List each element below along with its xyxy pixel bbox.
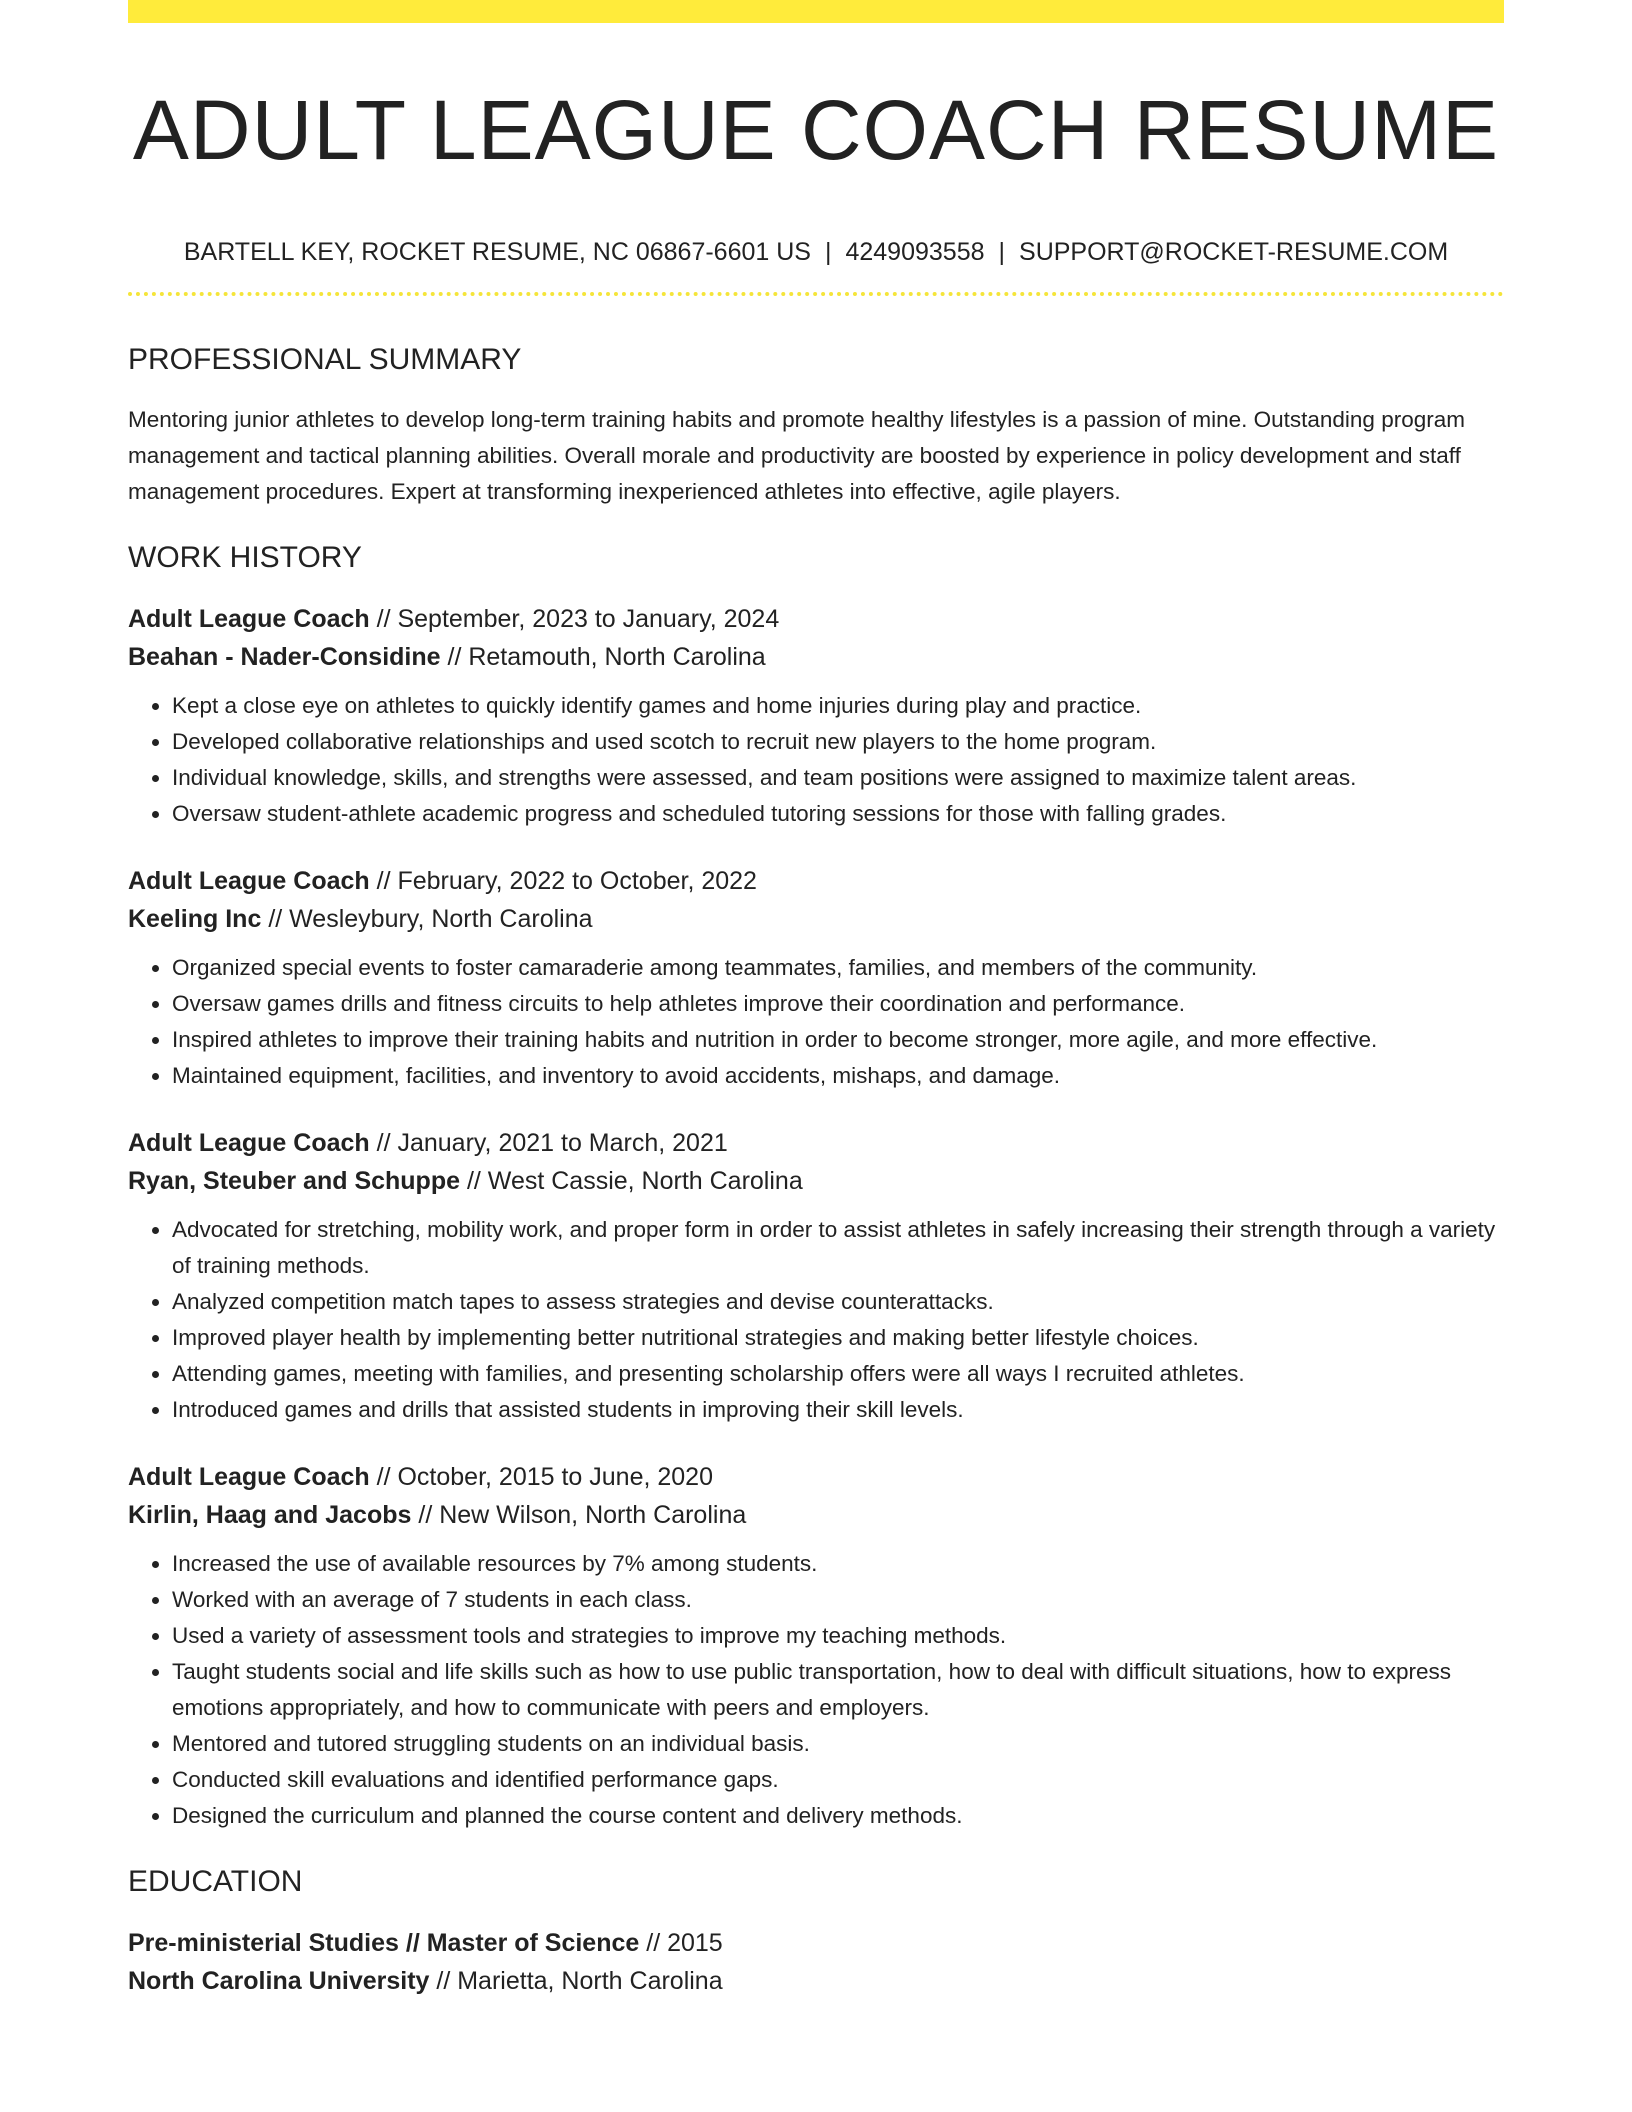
job-bullet: • Introduced games and drills that assisted students in improving their skill levels. [172, 1392, 1504, 1428]
job-bullet: • Mentored and tutored struggling students on an individual basis. [172, 1726, 1504, 1762]
work-history-heading: WORK HISTORY [128, 541, 362, 574]
job-title-line [128, 862, 1504, 900]
job-bullet: • Maintained equipment, facilities, and inventory to avoid accidents, mishaps, and damage. [172, 1058, 1504, 1094]
job-company: Beahan - Nader-Considine [128, 643, 441, 671]
job-entry [128, 1458, 1504, 1834]
job-title-line [128, 1458, 1504, 1496]
job-dates: // February, 2022 to October, 2022 [369, 867, 757, 895]
job-bullet: • Inspired athletes to improve their training habits and nutrition in order to become stronger, more agile, and more effective. [172, 1022, 1504, 1058]
job-bullet: • Oversaw games drills and fitness circuits to help athletes improve their coordination and performance. [172, 986, 1504, 1022]
job-bullet: • Conducted skill evaluations and identified performance gaps. [172, 1762, 1504, 1798]
education-school-line [128, 1962, 1504, 2000]
education-entry [128, 1924, 1504, 2000]
job-bullet: • Improved player health by implementing better nutritional strategies and making better lifestyle choices. [172, 1320, 1504, 1356]
job-company-line [128, 1162, 1504, 1200]
resume-title: ADULT LEAGUE COACH RESUME [132, 83, 1500, 177]
job-bullet: • Taught students social and life skills such as how to use public transportation, how to deal with difficult situations, how to express emotions appropriately, and how to communicate with peers and employers. [172, 1654, 1504, 1726]
contact-line [128, 237, 1504, 267]
header-divider [128, 292, 1504, 296]
summary-heading: PROFESSIONAL SUMMARY [128, 343, 522, 376]
job-location: // West Cassie, North Carolina [460, 1167, 803, 1195]
job-entry [128, 600, 1504, 832]
education-degree: Pre-ministerial Studies // Master of Science [128, 1929, 640, 1957]
job-bullets [128, 1212, 1504, 1428]
job-title-line [128, 1124, 1504, 1162]
job-bullet: • Oversaw student-athlete academic progress and scheduled tutoring sessions for those with falling grades. [172, 796, 1504, 832]
job-title: Adult League Coach [128, 605, 370, 633]
education-year: // 2015 [639, 1929, 723, 1957]
resume-content [128, 0, 1504, 2000]
job-bullets [128, 688, 1504, 832]
job-bullet: • Organized special events to foster camaraderie among teammates, families, and members of the community. [172, 950, 1504, 986]
job-company: Keeling Inc [128, 905, 262, 933]
education-degree-line [128, 1924, 1504, 1962]
job-company-line [128, 900, 1504, 938]
work-history-list [128, 600, 1504, 1834]
job-bullet: • Individual knowledge, skills, and strengths were assessed, and team positions were assigned to maximize talent areas. [172, 760, 1504, 796]
job-bullet: • Designed the curriculum and planned the course content and delivery methods. [172, 1798, 1504, 1834]
job-location: // Retamouth, North Carolina [440, 643, 766, 671]
job-bullets [128, 950, 1504, 1094]
job-bullet: • Used a variety of assessment tools and strategies to improve my teaching methods. [172, 1618, 1504, 1654]
contact-email: SUPPORT@ROCKET-RESUME.COM [1019, 238, 1449, 266]
education-school: North Carolina University [128, 1967, 430, 1995]
education-heading: EDUCATION [128, 1865, 303, 1898]
job-dates: // January, 2021 to March, 2021 [369, 1129, 728, 1157]
job-title: Adult League Coach [128, 1463, 370, 1491]
job-bullet: • Analyzed competition match tapes to assess strategies and devise counterattacks. [172, 1284, 1504, 1320]
contact-separator: | [998, 238, 1006, 266]
job-bullet: • Worked with an average of 7 students in each class. [172, 1582, 1504, 1618]
job-location: // New Wilson, North Carolina [411, 1501, 747, 1529]
job-dates: // September, 2023 to January, 2024 [369, 605, 780, 633]
job-dates: // October, 2015 to June, 2020 [369, 1463, 713, 1491]
job-company-line [128, 1496, 1504, 1534]
job-entry [128, 1124, 1504, 1428]
job-entry [128, 862, 1504, 1094]
contact-address: BARTELL KEY, ROCKET RESUME, NC 06867-6601 US [183, 238, 811, 266]
job-company-line [128, 638, 1504, 676]
job-bullet: • Advocated for stretching, mobility work, and proper form in order to assist athletes in safely increasing their strength through a variety of training methods. [172, 1212, 1504, 1284]
job-bullet: • Attending games, meeting with families, and presenting scholarship offers were all ways I recruited athletes. [172, 1356, 1504, 1392]
job-company: Ryan, Steuber and Schuppe [128, 1167, 461, 1195]
job-bullet: • Increased the use of available resources by 7% among students. [172, 1546, 1504, 1582]
job-bullet: • Kept a close eye on athletes to quickly identify games and home injuries during play and practice. [172, 688, 1504, 724]
contact-separator: | [824, 238, 832, 266]
job-title: Adult League Coach [128, 867, 370, 895]
job-bullets [128, 1546, 1504, 1834]
contact-phone: 4249093558 [845, 238, 985, 266]
job-location: // Wesleybury, North Carolina [261, 905, 593, 933]
summary-text: Mentoring junior athletes to develop long-term training habits and promote healthy lifestyles is a passion of mine. Outstanding program management and tactical planning abilities. Overall morale and productivity are boosted by experience in policy development and staff management procedures. Expert at transforming inexperienced athletes into effective, agile players. [128, 407, 1465, 504]
education-location: // Marietta, North Carolina [429, 1967, 723, 1995]
job-company: Kirlin, Haag and Jacobs [128, 1501, 412, 1529]
job-title: Adult League Coach [128, 1129, 370, 1157]
job-bullet: • Developed collaborative relationships and used scotch to recruit new players to the home program. [172, 724, 1504, 760]
job-title-line [128, 600, 1504, 638]
